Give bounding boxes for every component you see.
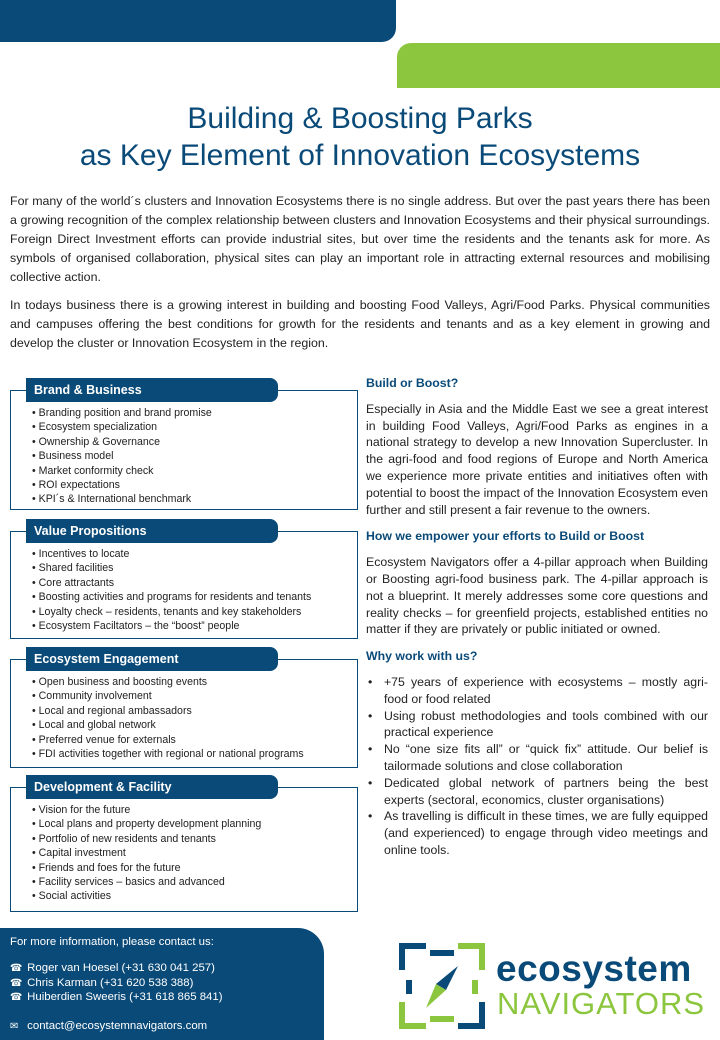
section-brand-business	[10, 378, 358, 510]
list-item: • Boosting activities and programs for residents and tenants	[32, 590, 311, 604]
heading-why-work-with-us: Why work with us?	[366, 649, 478, 664]
contact-person-text: Chris Karman (+31 620 538 388)	[27, 977, 194, 989]
list-item: • Branding position and brand promise	[32, 406, 212, 420]
list-item: • No “one size fits all” or “quick fix” attitude. Our belief is tailormade solutions and close collaboration	[366, 741, 708, 775]
logo-word-navigators: NAVIGATORS	[497, 986, 706, 1021]
list-item: • Shared facilities	[32, 561, 311, 575]
list-item: • Open business and boosting events	[32, 675, 304, 689]
list-item: • Dedicated global network of partners being the best experts (sectoral, economics, cluster organisations)	[366, 775, 708, 809]
right-column	[366, 375, 708, 859]
logo-word-ecosystem: ecosystem	[496, 948, 692, 989]
section-ecosystem-engagement	[10, 647, 358, 768]
contact-email-text[interactable]: contact@ecosystemnavigators.com	[27, 1020, 208, 1032]
section-list	[32, 547, 311, 633]
compass-icon	[396, 940, 488, 1032]
contact-email[interactable]	[10, 1020, 207, 1032]
section-heading: Value Propositions	[26, 519, 278, 543]
list-item: • Ecosystem specialization	[32, 420, 212, 434]
contact-person	[10, 962, 215, 974]
list-item: • Friends and foes for the future	[32, 861, 261, 875]
list-item: • Ecosystem Faciltators – the “boost” people	[32, 619, 311, 633]
list-item: • Preferred venue for externals	[32, 733, 304, 747]
list-item: • Local plans and property development planning	[32, 817, 261, 831]
list-item: • Capital investment	[32, 846, 261, 860]
list-item: • Local and regional ambassadors	[32, 704, 304, 718]
title-line-1: Building & Boosting Parks	[187, 102, 533, 135]
section-heading: Ecosystem Engagement	[26, 647, 278, 671]
header-green-band	[397, 43, 720, 88]
list-item: • Incentives to locate	[32, 547, 311, 561]
paragraph-how-we-empower: Ecosystem Navigators offer a 4-pillar approach when Building or Boosting agri-food business park. The 4-pillar approach is not a blueprint. It merely addresses some core questions and reality checks – for greenfield projects, established entities no matter if they are privately or public initiated or owned.	[366, 555, 708, 637]
contact-person-text: Roger van Hoesel (+31 630 041 257)	[27, 962, 215, 974]
mail-icon: ✉	[10, 1021, 19, 1032]
list-item: • Community involvement	[32, 689, 304, 703]
list-item: • ROI expectations	[32, 478, 212, 492]
contact-person-text: Huiberdien Sweeris (+31 618 865 841)	[27, 991, 223, 1003]
title-line-2: as Key Element of Innovation Ecosystems	[79, 139, 641, 172]
list-item: • Ownership & Governance	[32, 435, 212, 449]
contact-label: For more information, please contact us:	[10, 936, 214, 948]
list-item: • FDI activities together with regional or national programs	[32, 747, 304, 761]
section-heading: Brand & Business	[26, 378, 278, 402]
section-list	[32, 675, 304, 761]
phone-icon: ☎	[10, 992, 23, 1003]
list-item: • Vision for the future	[32, 803, 261, 817]
contact-person	[10, 991, 223, 1003]
why-list	[366, 674, 708, 859]
intro-paragraph-1: For many of the world´s clusters and Innovation Ecosystems there is no single address. But over the past years there has been a growing recognition of the complex relationship between clusters and Innovation Ecosystems and their physical surroundings. Foreign Direct Investment efforts can provide industrial sites, but over time the residents and the tenants ask for more. As symbols of organised collaboration, physical sites can play an important role in attracting external resources and mobilising collective action.	[10, 194, 710, 284]
contact-person	[10, 977, 193, 989]
section-development-facility	[10, 775, 358, 912]
phone-icon: ☎	[10, 978, 23, 989]
intro-text	[10, 192, 710, 362]
list-item: • Using robust methodologies and tools combined with our practical experience	[366, 708, 708, 742]
section-heading: Development & Facility	[26, 775, 278, 799]
heading-how-we-empower: How we empower your efforts to Build or Boost	[366, 529, 645, 544]
list-item: • Portfolio of new residents and tenants	[32, 832, 261, 846]
list-item: • Local and global network	[32, 718, 304, 732]
contact-panel	[0, 928, 324, 1040]
list-item: • Market conformity check	[32, 464, 212, 478]
heading-build-or-boost: Build or Boost?	[366, 376, 459, 390]
list-item: • Loyalty check – residents, tenants and key stakeholders	[32, 605, 311, 619]
list-item: • Core attractants	[32, 576, 311, 590]
list-item: • Facility services – basics and advanced	[32, 875, 261, 889]
phone-icon: ☎	[10, 963, 23, 974]
ecosystem-navigators-logo	[396, 940, 708, 1032]
list-item: • +75 years of experience with ecosystems – mostly agri-food or food related	[366, 674, 708, 708]
page-title	[0, 100, 720, 174]
header-blue-band	[0, 0, 396, 42]
list-item: • KPI´s & International benchmark	[32, 492, 212, 506]
section-list	[32, 406, 212, 507]
list-item: • Social activities	[32, 889, 261, 903]
intro-paragraph-2: In todays business there is a growing interest in building and boosting Food Valleys, Agri/Food Parks. Physical communities and campuses offering the best conditions for growth for the residents and tenants and as a key element in growing and develop the cluster or Innovation Ecosystem in the region.	[10, 298, 710, 350]
list-item: • Business model	[32, 449, 212, 463]
paragraph-build-or-boost: Especially in Asia and the Middle East we see a great interest in building Food Valleys, Agri/Food Parks as engines in a national strategy to develop a new Innovation Supercluster. In the agri-food and food regions of Europe and North America we experience more private entities and initiatives often with potential to boost the impact of the Innovation Ecosystem even further and still present a fair revenue to the owners.	[366, 401, 708, 517]
section-list	[32, 803, 261, 904]
section-value-propositions	[10, 519, 358, 639]
list-item: • As travelling is difficult in these times, we are fully equipped (and experienced) to engage through video meetings and online tools.	[366, 808, 708, 858]
